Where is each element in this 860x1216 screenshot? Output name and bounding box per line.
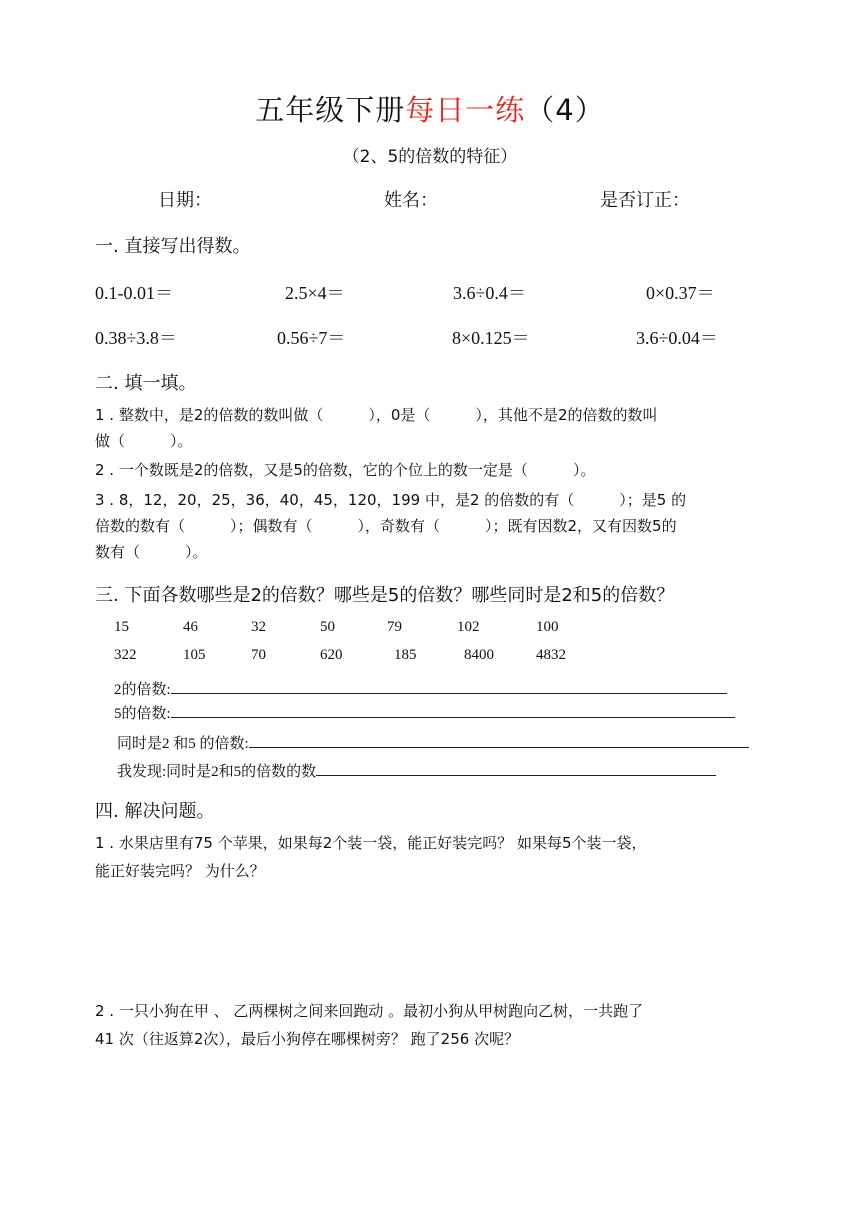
question-line: 2 . 一个数既是2的倍数，又是5的倍数，它的个位上的数一定是（ ）。 <box>95 461 596 479</box>
date-label: 日期： <box>158 190 212 211</box>
section1-heading: 一. 直接写出得数。 <box>95 236 251 257</box>
answer-blank[interactable] <box>171 679 727 694</box>
number-item: 100 <box>536 619 559 635</box>
question-line: 1 . 水果店里有75 个苹果，如果每2个装一袋，能正好装完吗？ 如果每5个装一袋， <box>95 834 647 852</box>
number-item: 102 <box>457 619 480 635</box>
number-item: 322 <box>114 647 137 663</box>
answer-label: 5的倍数: <box>114 706 171 722</box>
answer-row-multiples-of-both <box>117 732 749 753</box>
calc-item: 0.56÷7＝ <box>277 328 346 348</box>
number-item: 4832 <box>536 647 566 663</box>
section4-heading: 四. 解决问题。 <box>95 801 215 822</box>
question-line: 41 次（往返算2次），最后小狗停在哪棵树旁？ 跑了256 次呢？ <box>95 1030 520 1048</box>
title-prefix: 五年级下册 <box>255 93 406 127</box>
answer-row-multiples-of-2 <box>114 678 727 699</box>
question-line: 数有（ ）。 <box>95 543 208 561</box>
number-item: 79 <box>387 619 402 635</box>
page-title <box>0 88 860 129</box>
title-suffix: （4） <box>525 93 605 127</box>
number-item: 105 <box>183 647 206 663</box>
calc-item: 0×0.37＝ <box>646 283 715 303</box>
question-line: 2 . 一只小狗在甲 、 乙两棵树之间来回跑动 。最初小狗从甲树跑向乙树，一共跑了 <box>95 1002 644 1020</box>
number-item: 46 <box>183 619 198 635</box>
section2-heading: 二. 填一填。 <box>95 373 197 394</box>
answer-label: 2的倍数: <box>114 682 171 698</box>
section3-heading: 三. 下面各数哪些是2的倍数？哪些是5的倍数？哪些同时是2和5的倍数？ <box>95 585 675 606</box>
question-line: 1 . 整数中，是2的倍数的数叫做（ ），0是（ ），其他不是2的倍数的数叫 <box>95 406 658 424</box>
number-item: 185 <box>394 647 417 663</box>
number-item: 70 <box>251 647 266 663</box>
question-line: 能正好装完吗？ 为什么？ <box>95 862 265 880</box>
question-line: 3 . 8，12，20，25，36，40，45，120，199 中，是2 的倍数的有（ ）；是5 的 <box>95 491 687 509</box>
answer-label: 同时是2 和5 的倍数: <box>117 736 249 752</box>
number-item: 32 <box>251 619 266 635</box>
number-item: 8400 <box>464 647 494 663</box>
page-subtitle: （2、5的倍数的特征） <box>342 147 518 167</box>
calc-item: 8×0.125＝ <box>452 328 530 348</box>
calc-item: 3.6÷0.04＝ <box>636 328 718 348</box>
number-item: 50 <box>320 619 335 635</box>
calc-item: 0.38÷3.8＝ <box>95 328 177 348</box>
number-item: 620 <box>320 647 343 663</box>
calc-item: 2.5×4＝ <box>285 283 345 303</box>
name-label: 姓名： <box>384 190 438 211</box>
answer-blank[interactable] <box>171 703 735 718</box>
answer-row-multiples-of-5 <box>114 702 735 723</box>
calc-item: 0.1-0.01＝ <box>95 283 173 303</box>
answer-blank[interactable] <box>316 761 716 776</box>
answer-row-finding <box>117 760 716 781</box>
answer-blank[interactable] <box>249 733 749 748</box>
title-highlight: 每日一练 <box>405 93 526 127</box>
question-line: 倍数的数有（ ）；偶数有（ ），奇数有（ ）；既有因数2，又有因数5的 <box>95 517 677 535</box>
calc-item: 3.6÷0.4＝ <box>453 283 526 303</box>
answer-label: 我发现:同时是2和5的倍数的数 <box>117 764 317 780</box>
number-item: 15 <box>114 619 129 635</box>
corrected-label: 是否订正： <box>600 190 690 211</box>
question-line: 做（ ）。 <box>95 432 193 450</box>
